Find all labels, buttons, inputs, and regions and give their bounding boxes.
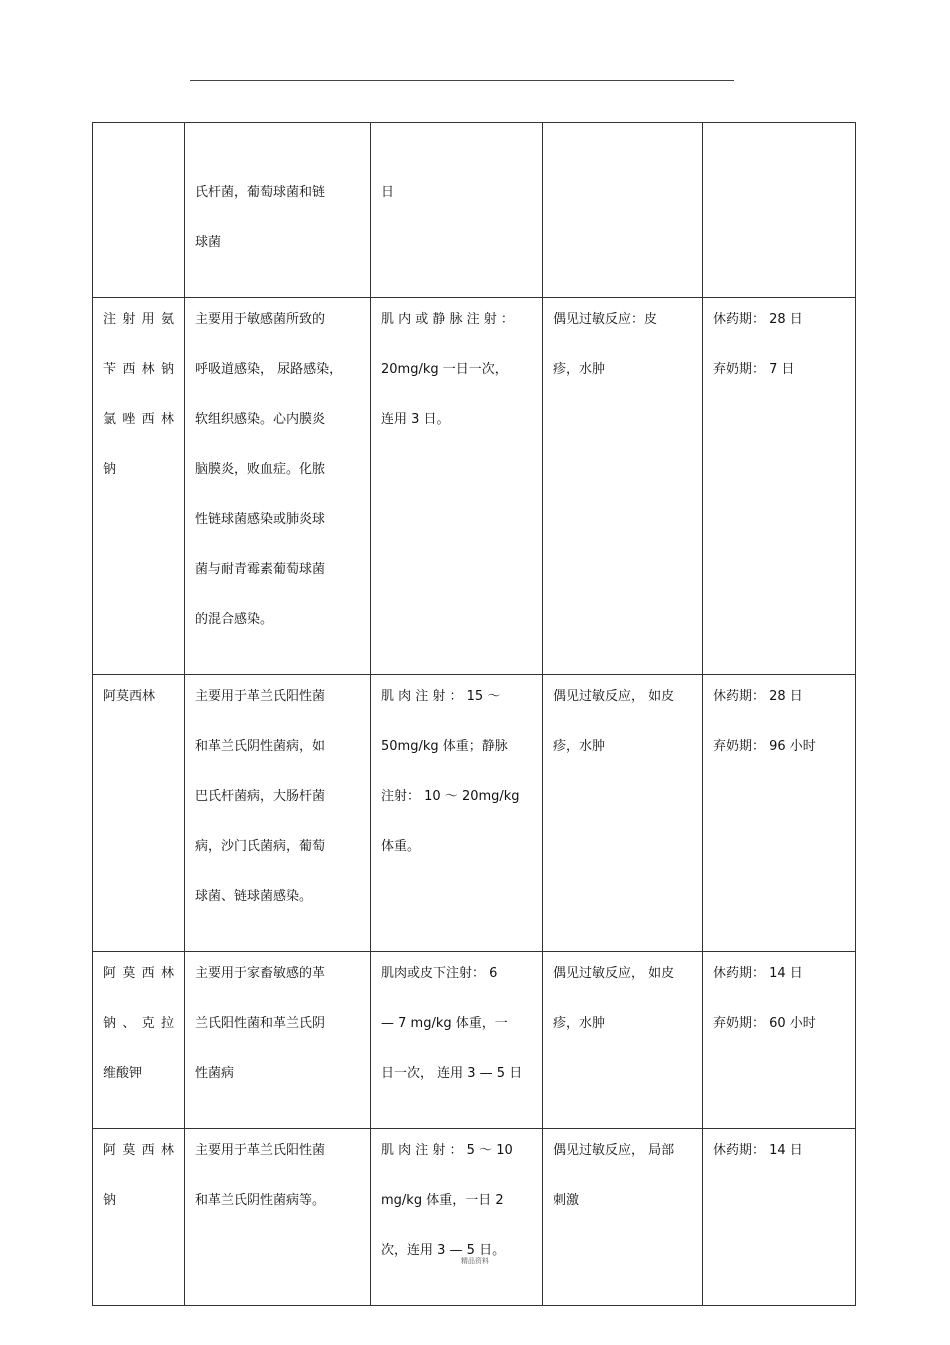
cell-name bbox=[93, 675, 185, 952]
cell-content bbox=[93, 298, 184, 524]
cell-adverse bbox=[543, 952, 703, 1129]
cell-content bbox=[185, 675, 370, 951]
cell-line: 休药期： 14 日 bbox=[713, 1143, 803, 1158]
cell-line: 日一次， 连用 3 — 5 日 bbox=[381, 1066, 523, 1081]
cell-line: 肌 内 或 静 脉 注 射 ： bbox=[381, 312, 514, 327]
cell-content bbox=[371, 298, 542, 474]
cell-line: 钠 、 克 拉 bbox=[103, 1016, 174, 1031]
cell-line: 弃奶期： 60 小时 bbox=[713, 1016, 816, 1031]
cell-line: 球菌、链球菌感染。 bbox=[195, 889, 313, 904]
drug-table bbox=[92, 122, 856, 1306]
cell-line: 50mg/kg 体重；静脉 bbox=[381, 739, 508, 754]
cell-line: 的混合感染。 bbox=[195, 612, 274, 627]
cell-withdrawal bbox=[703, 298, 856, 675]
cell-line: 软组织感染。心内膜炎 bbox=[195, 412, 326, 427]
cell-line: mg/kg 体重，一日 2 bbox=[381, 1193, 504, 1208]
cell-line: 次，连用 3 — 5 日。 bbox=[381, 1243, 506, 1258]
cell-dosage bbox=[371, 298, 543, 675]
cell-line: 维酸钾 bbox=[103, 1066, 143, 1081]
cell-line: 连用 3 日。 bbox=[381, 412, 450, 427]
cell-indication bbox=[185, 1129, 371, 1306]
cell-line: 偶见过敏反应， 如皮 bbox=[553, 966, 675, 981]
cell-line: 阿莫西林 bbox=[103, 689, 156, 704]
cell-name bbox=[93, 123, 185, 298]
cell-content bbox=[703, 123, 855, 149]
cell-line: 性链球菌感染或肺炎球 bbox=[195, 512, 326, 527]
cell-content bbox=[543, 298, 702, 424]
cell-content bbox=[185, 952, 370, 1128]
cell-content bbox=[93, 952, 184, 1128]
table-row bbox=[93, 1129, 856, 1306]
table-row bbox=[93, 952, 856, 1129]
cell-name bbox=[93, 298, 185, 675]
cell-dosage bbox=[371, 1129, 543, 1306]
cell-line: 弃奶期： 96 小时 bbox=[713, 739, 816, 754]
cell-line: 性菌病 bbox=[195, 1066, 235, 1081]
cell-line: 巴氏杆菌病，大肠杆菌 bbox=[195, 789, 326, 804]
cell-content bbox=[703, 298, 855, 424]
cell-line: 休药期： 28 日 bbox=[713, 312, 803, 327]
cell-content bbox=[185, 123, 370, 297]
cell-withdrawal bbox=[703, 1129, 856, 1306]
cell-name bbox=[93, 952, 185, 1129]
cell-line: 和革兰氏阴性菌病，如 bbox=[195, 739, 326, 754]
cell-content bbox=[371, 123, 542, 247]
cell-line: 疹，水肿 bbox=[553, 739, 606, 754]
cell-line: 钠 bbox=[103, 462, 117, 477]
cell-content bbox=[185, 1129, 370, 1255]
cell-content bbox=[703, 675, 855, 801]
cell-content bbox=[371, 1129, 542, 1305]
cell-line: 主要用于敏感菌所致的 bbox=[195, 312, 326, 327]
cell-line: 弃奶期： 7 日 bbox=[713, 362, 795, 377]
table-body bbox=[93, 123, 856, 1306]
cell-line: 注射： 10 ～ 20mg/kg bbox=[381, 789, 520, 804]
cell-line: 兰氏阳性菌和革兰氏阴 bbox=[195, 1016, 326, 1031]
cell-line: 肌肉或皮下注射： 6 bbox=[381, 966, 498, 981]
cell-content bbox=[543, 1129, 702, 1255]
cell-line: 日 bbox=[381, 185, 395, 200]
cell-line: 疹，水肿 bbox=[553, 1016, 606, 1031]
cell-content bbox=[93, 1129, 184, 1255]
cell-adverse bbox=[543, 1129, 703, 1306]
cell-line: 注 射 用 氨 bbox=[103, 312, 174, 327]
cell-dosage bbox=[371, 123, 543, 298]
header-rule bbox=[190, 80, 734, 81]
cell-line: 氏杆菌，葡萄球菌和链 bbox=[195, 185, 326, 200]
cell-line: 苄 西 林 钠 bbox=[103, 362, 174, 377]
cell-indication bbox=[185, 952, 371, 1129]
cell-line: 呼吸道感染， 尿路感染， bbox=[195, 362, 343, 377]
cell-line: 肌 肉 注 射 ： 15 ～ bbox=[381, 689, 501, 704]
cell-adverse bbox=[543, 675, 703, 952]
cell-withdrawal bbox=[703, 675, 856, 952]
cell-adverse bbox=[543, 298, 703, 675]
cell-line: 脑膜炎，败血症。化脓 bbox=[195, 462, 326, 477]
cell-line: 肌 肉 注 射 ： 5 ～ 10 bbox=[381, 1143, 513, 1158]
cell-content bbox=[185, 298, 370, 674]
cell-content bbox=[371, 675, 542, 901]
footer-note: 精品资料 bbox=[461, 1257, 489, 1265]
cell-withdrawal bbox=[703, 952, 856, 1129]
cell-line: 20mg/kg 一日一次， bbox=[381, 362, 508, 377]
cell-adverse bbox=[543, 123, 703, 298]
cell-line: 菌与耐青霉素葡萄球菌 bbox=[195, 562, 326, 577]
cell-line: 偶见过敏反应， 如皮 bbox=[553, 689, 675, 704]
cell-line: 主要用于家畜敏感的革 bbox=[195, 966, 326, 981]
cell-content bbox=[93, 123, 184, 149]
cell-line: 刺激 bbox=[553, 1193, 580, 1208]
cell-line: 氯 唑 西 林 bbox=[103, 412, 174, 427]
cell-indication bbox=[185, 298, 371, 675]
cell-line: 疹，水肿 bbox=[553, 362, 606, 377]
table-row bbox=[93, 123, 856, 298]
cell-line: 阿 莫 西 林 bbox=[103, 1143, 174, 1158]
cell-line: 偶见过敏反应：皮 bbox=[553, 312, 658, 327]
cell-dosage bbox=[371, 675, 543, 952]
cell-content bbox=[543, 952, 702, 1078]
cell-content bbox=[703, 1129, 855, 1205]
cell-content bbox=[371, 952, 542, 1128]
cell-line: 休药期： 14 日 bbox=[713, 966, 803, 981]
cell-line: 休药期： 28 日 bbox=[713, 689, 803, 704]
cell-line: 球菌 bbox=[195, 235, 222, 250]
cell-withdrawal bbox=[703, 123, 856, 298]
table-row bbox=[93, 675, 856, 952]
cell-line: 主要用于革兰氏阳性菌 bbox=[195, 689, 326, 704]
cell-content bbox=[543, 675, 702, 801]
cell-line: 和革兰氏阴性菌病等。 bbox=[195, 1193, 326, 1208]
cell-content bbox=[543, 123, 702, 149]
cell-content bbox=[93, 675, 184, 751]
cell-line: 钠 bbox=[103, 1193, 117, 1208]
cell-indication bbox=[185, 675, 371, 952]
cell-content bbox=[703, 952, 855, 1078]
cell-line: 阿 莫 西 林 bbox=[103, 966, 174, 981]
cell-dosage bbox=[371, 952, 543, 1129]
cell-name bbox=[93, 1129, 185, 1306]
cell-indication bbox=[185, 123, 371, 298]
cell-line: 病，沙门氏菌病，葡萄 bbox=[195, 839, 326, 854]
cell-line: 主要用于革兰氏阳性菌 bbox=[195, 1143, 326, 1158]
cell-line: 偶见过敏反应， 局部 bbox=[553, 1143, 675, 1158]
cell-line: — 7 mg/kg 体重，一 bbox=[381, 1016, 508, 1031]
table-row bbox=[93, 298, 856, 675]
cell-line: 体重。 bbox=[381, 839, 421, 854]
